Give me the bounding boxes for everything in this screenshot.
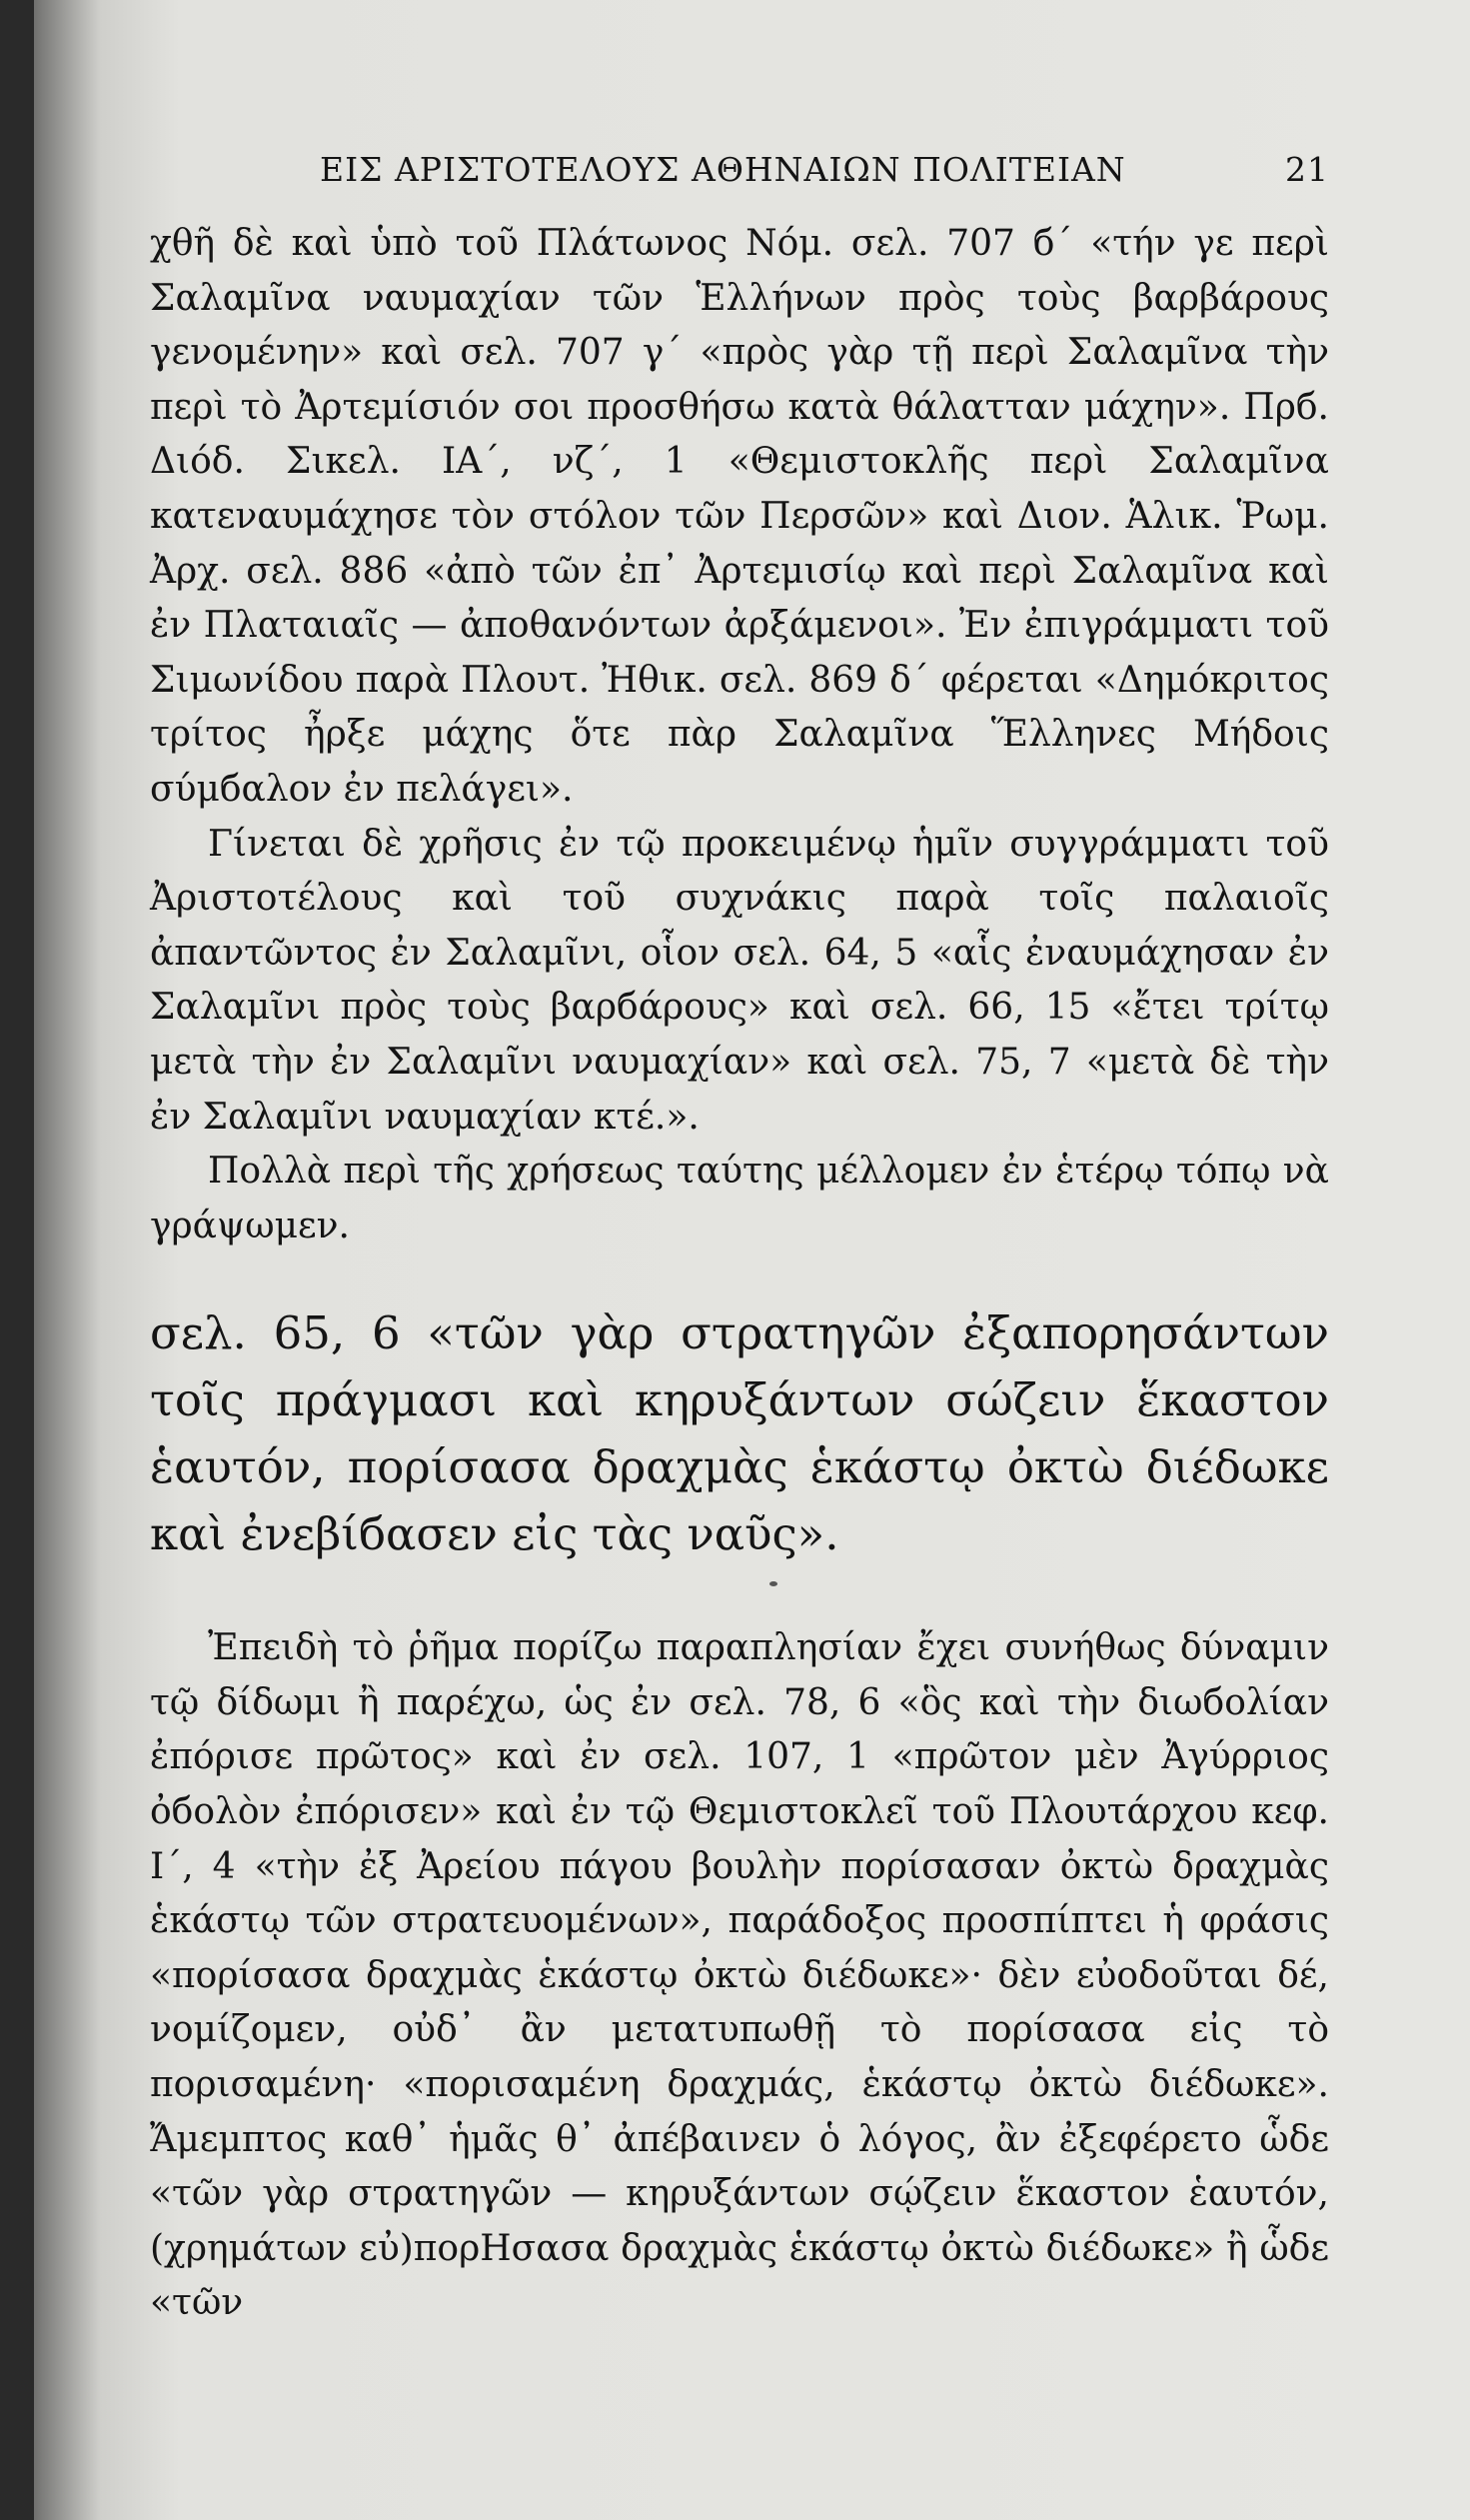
separator xyxy=(150,1567,1329,1607)
paragraph-5: Ἐπειδὴ τὸ ῥῆμα πορίζω παραπλησίαν ἔχει συνήθως δύναμιν τῷ δίδωμι ἢ παρέχω, ὡς ἐν σελ. 78, 6 «ὃς καὶ τὴν διωбολίαν ἐπόρισε πρῶτος» καὶ ἐν σελ. 107, 1 «πρῶτον μὲν Ἀγύρριος ὀбολὸν ἐπόρισεν» καὶ ἐν τῷ Θεμιστοκλεῖ τοῦ Πλουτάρχου κεφ. Ι΄, 4 «τὴν ἐξ Ἀρείου πάγου βουλὴν πορίσασαν ὀκτὼ δραχμὰς ἑκάστῳ τῶν στρατευομένων», παράδοξος προσπίπτει ἡ φράσις «πορίσασα δραχμὰς ἑκάστῳ ὀκτὼ διέδωκε»· δὲν εὐοδοῦται δέ, νομίζομεν, οὐδ᾽ ἂν μετατυπωθῇ τὸ πορίσασα εἰς τὸ πορισαμένη· «πορισαμένη δραχμάς, ἑκάστῳ ὀκτὼ διέδωκε». Ἄμεμπτος καθ᾽ ἡμᾶς θ᾽ ἀπέβαινεν ὁ λόγος, ἂν ἐξεφέρετο ὧδε «τῶν γὰρ στρατηγῶν — κηρυξάντων σῴζειν ἕκαστον ἑαυτόν, (χρημάτων εὐ)πορΗσασα δραχμὰς ἑκάστῳ ὀκτὼ διέδωκε» ἢ ὧδε «τῶν xyxy=(150,1627,1329,2324)
text-block xyxy=(150,150,1329,2331)
scan-edge xyxy=(0,0,34,2520)
page-number: 21 xyxy=(1285,150,1329,189)
running-header xyxy=(150,150,1329,189)
lemma-quotation: σελ. 65, 6 «τῶν γὰρ στρατηγῶν ἐξαπορησάντων τοῖς πράγμασι καὶ κηρυξάντων σώζειν ἕκαστον ἑαυτόν, πορίσασα δραχμὰς ἑκάστῳ ὀκτὼ διέδωκε καὶ ἐνεβίбασεν εἰς τὰς ναῦς». xyxy=(150,1306,1329,1561)
paragraph-1: χθῆ δὲ καὶ ὑπὸ τοῦ Πλάτωνος Νόμ. σελ. 707 б΄ «τήν γε περὶ Σαλαμῖνα ναυμαχίαν τῶν Ἑλλήνων πρὸς τοὺς βαρβάρους γενομένην» καὶ σελ. 707 γ΄ «πρὸς γὰρ τῇ περὶ Σαλαμῖνα τὴν περὶ τὸ Ἀρτεμίσιόν σοι προσθήσω κατὰ θάλατταν μάχην». Πρб. Διόδ. Σικελ. ΙΑ΄, νζ΄, 1 «Θεμιστοκλῆς περὶ Σαλαμῖνα κατεναυμάχησε τὸν στόλον τῶν Περσῶν» καὶ Διον. Ἁλικ. Ῥωμ. Ἀρχ. σελ. 886 «ἀπὸ τῶν ἐπ᾽ Ἀρτεμισίῳ καὶ περὶ Σαλαμῖνα καὶ ἐν Πλαταιαῖς — ἀποθανόντων ἀρξάμενοι». Ἐν ἐπιγράμματι τοῦ Σιμωνίδου παρὰ Πλουτ. Ἠθικ. σελ. 869 δ΄ φέρεται «Δημόκριτος τρίτος ἦρξε μάχης ὅτε πὰρ Σαλαμῖνα Ἕλληνες Μήδοις σύμбαλον ἐν πελάγει». xyxy=(150,223,1329,810)
paragraph-2: Γίνεται δὲ χρῆσις ἐν τῷ προκειμένῳ ἡμῖν συγγράμματι τοῦ Ἀριστοτέλους καὶ τοῦ συχνάκις παρὰ τοῖς παλαιοῖς ἀπαντῶντος ἐν Σαλαμῖνι, οἷον σελ. 64, 5 «αἷς ἐναυμάχησαν ἐν Σαλαμῖνι πρὸς τοὺς βαρбάρους» καὶ σελ. 66, 15 «ἔτει τρίτῳ μετὰ τὴν ἐν Σαλαμῖνι ναυμαχίαν» καὶ σελ. 75, 7 «μετὰ δὲ τὴν ἐν Σαλαμῖνι ναυμαχίαν κτέ.». xyxy=(150,823,1329,1138)
paragraph-3: Πολλὰ περὶ τῆς χρήσεως ταύτης μέλλομεν ἐν ἑτέρῳ τόπῳ νὰ γράψωμεν. xyxy=(150,1151,1329,1247)
separator-dot xyxy=(769,1581,777,1586)
running-title: ΕΙΣ ΑΡΙΣΤΟΤΕΛΟΥΣ ΑΘΗΝΑΙΩΝ ΠΟΛΙΤΕΙΑΝ xyxy=(320,150,1126,189)
